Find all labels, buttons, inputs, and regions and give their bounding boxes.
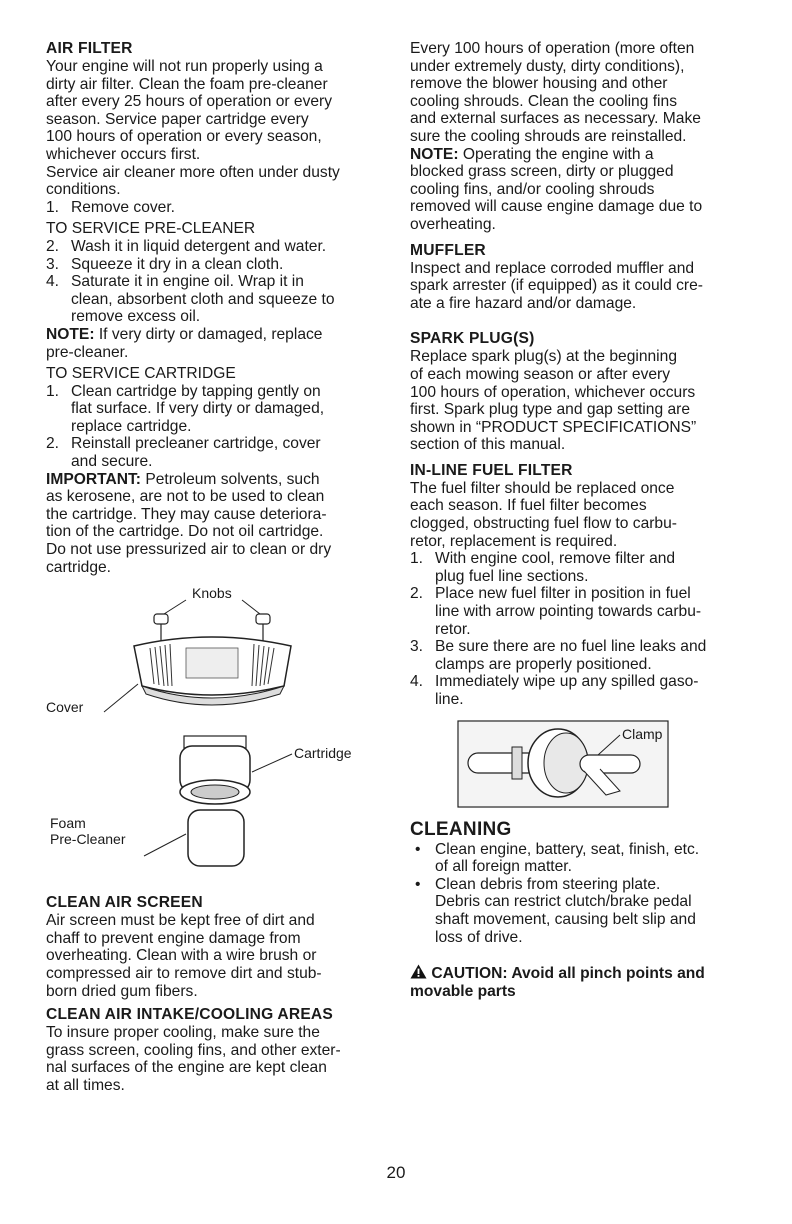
step-text: replace cartridge. <box>71 417 192 435</box>
step-text: Place new fuel filter in position in fuel <box>435 585 691 603</box>
air-filter-figure <box>46 576 390 884</box>
line: Replace spark plug(s) at the beginning <box>410 348 677 366</box>
line: Every 100 hours of operation (more often <box>410 40 695 57</box>
line: first. Spark plug type and gap setting are <box>410 401 690 419</box>
line: Petroleum solvents, such <box>141 470 320 488</box>
clamp-label: Clamp <box>622 725 663 742</box>
step-text: Wash it in liquid detergent and water. <box>71 237 327 255</box>
cleaning-bullet <box>410 876 755 946</box>
line: To insure proper cooling, make sure the <box>46 1024 320 1042</box>
line: under extremely dusty, dirty conditions), <box>410 57 685 75</box>
step-text: and secure. <box>71 453 153 471</box>
line: and external surfaces as necessary. Make <box>410 110 701 128</box>
line: overheating. <box>410 215 496 233</box>
air-filter-intro <box>46 58 390 164</box>
line: retor, replacement is required. <box>410 532 618 550</box>
line: ate a fire hazard and/or damage. <box>410 294 637 312</box>
page-number: 20 <box>386 1163 406 1182</box>
cleaning-heading: CLEANING <box>410 818 512 840</box>
fuel-filter-illustration <box>410 719 755 811</box>
line: nal surfaces of the engine are kept clean <box>46 1059 327 1077</box>
line: Your engine will not run properly using a <box>46 58 323 75</box>
cart-step <box>46 435 390 470</box>
line: of each mowing season or after every <box>410 365 671 383</box>
step-text: retor. <box>435 620 471 638</box>
note-label: NOTE: <box>46 325 95 343</box>
fuel-filter-text <box>410 480 755 550</box>
line: Air screen must be kept free of dirt and <box>46 912 315 930</box>
caution-line: movable parts <box>410 983 516 1001</box>
line: Inspect and replace corroded muffler and <box>410 259 695 277</box>
step-remove-cover <box>46 199 390 217</box>
spark-plug-heading: SPARK PLUG(S) <box>410 330 535 348</box>
step-text: flat surface. If very dirty or damaged, <box>71 400 325 418</box>
warning-triangle-icon <box>410 964 427 979</box>
line: whichever occurs first. <box>46 145 201 163</box>
line: as kerosene, are not to be used to clean <box>46 488 325 506</box>
line: cooling shrouds. Clean the cooling fins <box>410 92 677 110</box>
line: born dried gum fibers. <box>46 982 198 1000</box>
line: spark arrester (if equipped) as it could cre- <box>410 277 703 295</box>
line: dirty air filter. Clean the foam pre-cleaner <box>46 75 328 93</box>
line: cartridge. <box>46 558 112 576</box>
step-number: 1. <box>410 550 424 568</box>
line: after every 25 hours of operation or every <box>46 93 333 111</box>
line: pre-cleaner. <box>46 343 129 361</box>
clean-air-screen-heading: CLEAN AIR SCREEN <box>46 894 203 912</box>
step-text: Immediately wipe up any spilled gaso- <box>435 673 699 691</box>
fuel-step <box>410 673 755 708</box>
step-text: Remove cover. <box>71 198 176 216</box>
bullet-dot: • <box>415 840 421 858</box>
step-number: 1. <box>46 382 60 400</box>
step-text: Be sure there are no fuel line leaks and <box>435 638 707 656</box>
step-text: Saturate it in engine oil. Wrap it in <box>71 273 304 291</box>
cartridge-subheading: TO SERVICE CARTRIDGE <box>46 365 236 383</box>
bullet-dot: • <box>415 875 421 893</box>
line: remove the blower housing and other <box>410 75 668 93</box>
pre-step <box>46 273 390 326</box>
air-filter-heading: AIR FILTER <box>46 40 133 57</box>
clean-air-screen-text <box>46 912 390 1000</box>
pre-cleaner-subheading: TO SERVICE PRE-CLEANER <box>46 220 256 238</box>
line: season. Service paper cartridge every <box>46 110 309 128</box>
step-text: Reinstall precleaner cartridge, cover <box>71 435 321 453</box>
step-text: With engine cool, remove filter and <box>435 550 676 568</box>
fuel-step <box>410 638 755 673</box>
caution-notice <box>410 964 755 1001</box>
step-number: 1. <box>46 198 60 216</box>
cooling-text <box>410 40 755 146</box>
knobs-label: Knobs <box>192 585 232 602</box>
intake-text <box>46 1024 390 1094</box>
step-number: 4. <box>410 673 424 691</box>
line: grass screen, cooling fins, and other exter- <box>46 1041 341 1059</box>
caution-line: CAUTION: Avoid all pinch points and <box>431 965 705 983</box>
line: each season. If fuel filter becomes <box>410 497 647 515</box>
right-column <box>410 40 755 1001</box>
important-note <box>46 471 390 577</box>
muffler-text <box>410 260 755 313</box>
bullet-text: loss of drive. <box>435 928 523 946</box>
fuel-step <box>410 585 755 638</box>
cartridge-label: Cartridge <box>294 745 352 762</box>
step-number: 3. <box>46 255 60 273</box>
line: Do not use pressurized air to clean or dry <box>46 541 332 559</box>
pre-cleaner-label: Pre-Cleaner <box>50 831 126 848</box>
line: 100 hours of operation or every season, <box>46 128 322 146</box>
line: removed will cause engine damage due to <box>410 198 703 216</box>
line: If very dirty or damaged, replace <box>94 325 323 343</box>
line: The fuel filter should be replaced once <box>410 479 675 497</box>
air-filter-intro2 <box>46 164 390 199</box>
bullet-text: of all foreign matter. <box>435 858 572 876</box>
line: shown in “PRODUCT SPECIFICATIONS” <box>410 418 697 436</box>
line: conditions. <box>46 181 121 199</box>
step-text: Clean cartridge by tapping gently on <box>71 382 321 400</box>
pre-step <box>46 238 390 256</box>
fuel-step <box>410 550 755 585</box>
bullet-text: Debris can restrict clutch/brake pedal <box>435 893 692 911</box>
cart-step <box>46 383 390 436</box>
bullet-text: Clean engine, battery, seat, finish, etc. <box>435 840 700 858</box>
left-column <box>46 40 390 1095</box>
step-text: Squeeze it dry in a clean cloth. <box>71 255 284 273</box>
step-number: 2. <box>46 435 60 453</box>
line: Operating the engine with a <box>458 145 654 163</box>
line: blocked grass screen, dirty or plugged <box>410 163 674 181</box>
step-text: plug fuel line sections. <box>435 567 589 585</box>
spark-plug-text <box>410 348 755 454</box>
step-number: 2. <box>46 237 60 255</box>
pre-step <box>46 256 390 274</box>
step-text: line. <box>435 691 464 708</box>
line: the cartridge. They may cause deteriora- <box>46 505 327 523</box>
bullet-text: Clean debris from steering plate. <box>435 875 661 893</box>
line: section of this manual. <box>410 436 566 454</box>
step-text: line with arrow pointing towards carbu- <box>435 603 702 621</box>
muffler-heading: MUFFLER <box>410 241 486 259</box>
step-text: remove excess oil. <box>71 308 201 326</box>
step-number: 4. <box>46 273 60 291</box>
line: clogged, obstructing fuel flow to carbu- <box>410 515 677 533</box>
important-label: IMPORTANT: <box>46 470 141 488</box>
line: chaff to prevent engine damage from <box>46 929 301 947</box>
line: compressed air to remove dirt and stub- <box>46 965 322 982</box>
note-label: NOTE: <box>410 145 459 163</box>
foam-label: Foam <box>50 815 86 832</box>
pre-cleaner-note <box>46 326 390 361</box>
cover-label: Cover <box>46 699 84 716</box>
line: cooling fins, and/or cooling shrouds <box>410 180 655 198</box>
step-number: 3. <box>410 638 424 656</box>
line: 100 hours of operation, whichever occurs <box>410 383 696 401</box>
cooling-note <box>410 146 755 234</box>
cleaning-bullet <box>410 841 755 876</box>
intake-heading: CLEAN AIR INTAKE/COOLING AREAS <box>46 1006 333 1024</box>
fuel-filter-heading: IN-LINE FUEL FILTER <box>410 461 573 479</box>
line: Service air cleaner more often under dusty <box>46 163 340 181</box>
step-number: 2. <box>410 585 424 603</box>
line: tion of the cartridge. Do not oil cartridge. <box>46 523 324 541</box>
step-text: clamps are properly positioned. <box>435 655 652 673</box>
line: overheating. Clean with a wire brush or <box>46 947 317 965</box>
step-text: clean, absorbent cloth and squeeze to <box>71 290 335 308</box>
bullet-text: shaft movement, causing belt slip and <box>435 910 696 928</box>
line: sure the cooling shrouds are reinstalled. <box>410 127 687 145</box>
line: at all times. <box>46 1076 125 1094</box>
fuel-filter-figure <box>410 719 755 811</box>
